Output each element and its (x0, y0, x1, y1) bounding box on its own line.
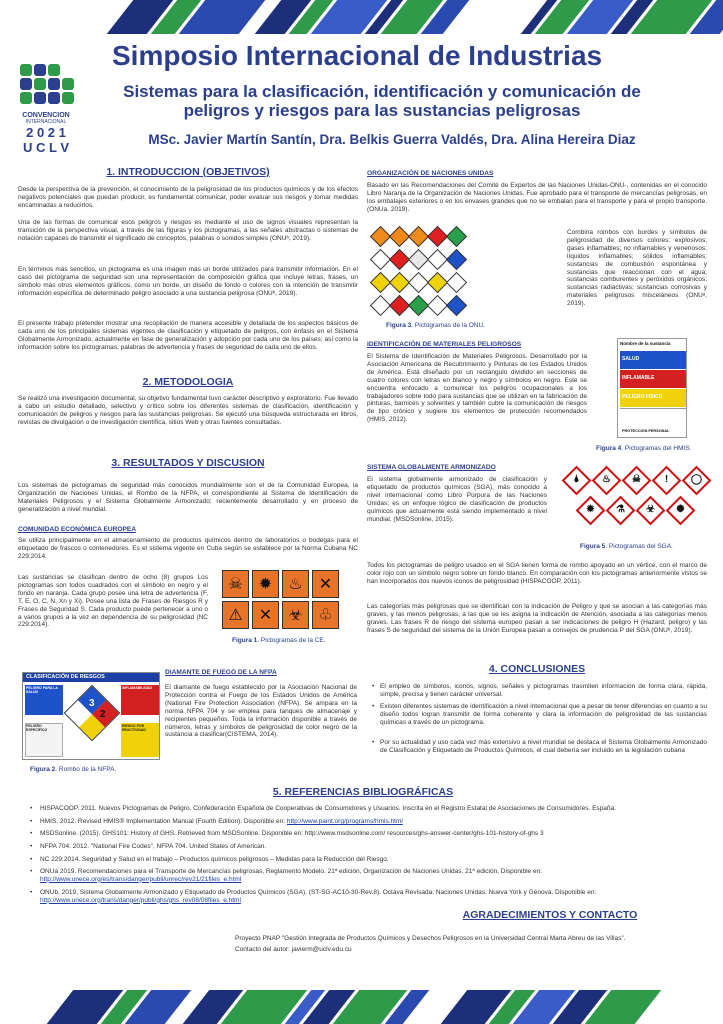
onu-p2: Combina rombos con bordes y símbolos de peligrosidad de diversos colores: explosivos; gases inflamables; no inflamables y venenosos; líquidos inflamables; sólidos inflamables; sustancias de combustión espontánea y sustancias que reaccionan con el agua; sustancias comburentes y peróxidos orgánicos; sustancias radiactivas; sustancias corrosivas y materiales peligrosos misceláneos (ONUᵃ, 2019). (567, 229, 707, 308)
sga-symbol-icon: ◯ (690, 473, 703, 485)
conclusion-item: • Por su actualidad y uso cada vez más extensivo a nivel mundial se destaca el Sistema Globalmente Armonizado de Clasificación y Etiquetado de Productos Químicos, el cual debería ser incluido en la legislación cubana (372, 739, 707, 755)
hmis-proteccion: PROTECCION PERSONAL (622, 429, 670, 433)
reference-item (30, 856, 695, 864)
logo-org: U C L V (23, 140, 69, 155)
reference-link[interactable]: http://www.unece.org/trans/danger/publi/ghs/ghs_rev08/08files_e.html (40, 896, 241, 904)
onu-heading: ORGANIZACIÓN DE NACIONES UNIDAS (367, 170, 494, 177)
hmis-fisico: PELIGRO FISICO (622, 394, 663, 400)
sga-p1: El sistema globalmente armonizado de clasificación y etiquetado de productos químicos (SGA), más conocido a nivel internacional como Libro Púrpura de las Naciones Unidas; es un enfoque lógico de clasificación de productos químicos que actualmente está siendo implementado a nivel mundial. (MSDSonline, 2015). (367, 476, 547, 523)
reference-text: MSDSonline. (2015). GHS101: History of GHS. Retrieved from MSDSonline. Disponible en: http://www.msdsonline.com/ resources/ghs-answer-center/ghs-101-history-of-ghs 3 (40, 830, 544, 837)
section1-p2: Una de las formas de comunicar esos peligros y riesgos es mediante el uso de signos visuales representan la transición de la perspectiva visual, a través de las figuras y los pictogramas, a las señales abstractas o sistemas de notación capaces de transmitir el significado de conceptos, palabras o sonidos simples (ONUᵇ, 2019). (18, 219, 358, 242)
reference-text: NFPA 704. 2012. "National Fire Codes", NFPA 704. United States of American. (40, 843, 267, 850)
ce-p2: Las sustancias se clasifican dentro de ocho (8) grupos Los pictogramas son todos cuadrados con el símbolo en negro y el fondo en naranja. Cada grupo posee una letra de advertencia (F, T, E, O, C, N, Xn y Xi). Posee una lista de Frases de Riesgos R y Frases de Seguridad S. Cada producto puede pertenecer a uno o a varios grupos a la vez en dependencia de su peligrosidad (NC 229:2014). (18, 574, 208, 629)
figure2-nfpa-rombo (22, 672, 160, 760)
reference-text: ONUa 2019. Recomendaciones para el Transporte de Mercancías peligrosas, Reglamento Modelo. 21ª edición, Organización de Naciones Unidas. 21ª edición, Disponible en: (40, 868, 542, 875)
sga-symbol-icon: ♨ (602, 473, 611, 485)
section4-heading: 4. CONCLUSIONES (488, 663, 586, 675)
convention-logo (16, 64, 76, 164)
logo-line2: INTERNACIONAL (25, 119, 67, 125)
section1-heading: 1. INTRODUCCION (OBJETIVOS) (106, 166, 270, 178)
reference-text: HMIS. 2012. Revised HMIS® Implementation Manual (Fourth Edition). Disponible en: (40, 818, 287, 825)
figure4-caption: Figura 4. Pictogramas del HMIS. (596, 445, 692, 452)
sga-diamond-icon (562, 466, 592, 496)
sga-symbol-icon: ! (664, 473, 669, 485)
reference-link[interactable]: http://www.unece.org/es/trans/danger/publi/unrec/rev21/21files_e.html (40, 875, 242, 883)
ack-heading: AGRADECIMIENTOS Y CONTACTO (462, 909, 638, 921)
ce-pictogram-icon: ☣ (282, 601, 309, 629)
figure5-caption: Figura 5. Pictogramas del SGA. (580, 543, 673, 550)
onu-diamond-icon (446, 226, 467, 247)
sga-symbol-icon: 🌢 (573, 473, 580, 485)
figure2-caption: Figura 2. Rombo de la NFPA. (30, 766, 117, 773)
nfpa-health-title: PELIGRO PARA LA SALUD (26, 686, 58, 694)
sga-heading: SISTEMA GLOBALMENTE ARMONIZADO (367, 464, 496, 471)
hmis-inflamable: INFLAMABLE (622, 375, 655, 381)
onu-p1: Basado en las Recomendaciones del Comité de Expertos de las Naciones Unidas-ONU-, contenidas en el conocido Libro Naranja de la Organización de Naciones Unidas. Fue aprobado para el transporte de mercancías peligrosas, en los embalajes exteriores o en los envases grandes que no se embalan para el transporte y para el propio transporte. (ONUa. 2019). (367, 182, 707, 213)
ce-pictogram-icon: ✹ (252, 570, 279, 598)
conclusion-item: • El empleo de símbolos, iconos, signos, señales y pictogramas trasmiten información de forma clara, rápida, simple, precisa y tienen carácter universal. (372, 683, 707, 699)
section1-p4: El presente trabajo pretender mostrar una recopilación de manera accesible y detallada de los aspectos básicos de cada uno de los principales sistemas vigentes de clasificación y etiquetado de peligros, con énfasis en el Sistema Globalmente Armonizado, actualmente en fase de generalización y adopción por cada uno de los países; así como la información sobre los pictogramas, palabras de advertencia y frases de seguridad de cada uno de ellos. (18, 320, 358, 351)
sga-diamond-icon (592, 466, 622, 496)
sga-diamond-icon (636, 496, 666, 526)
ce-pictogram-icon: ✕ (252, 601, 279, 629)
sga-symbol-icon: ☠ (632, 473, 641, 485)
sga-diamond-icon (576, 496, 606, 526)
onu-diamond-icon (446, 249, 467, 270)
reference-item (30, 889, 695, 904)
sga-diamond-icon (652, 466, 682, 496)
reference-text: HISPACOOP. 2011. Nuevos Pictogramas de Peligro. Confederación Española de Cooperativas de Consumidores y Usuarios. Inscrita en el Registro Estatal de Asociaciones de Consumidores. España. (40, 805, 616, 812)
poster-subtitle: Sistemas para la clasificación, identificación y comunicación de peligros y riesgos para las sustancias peligrosas (123, 82, 641, 120)
nfpa-heading: DIAMANTE DE FUEGO DE LA NFPA (165, 669, 277, 676)
reference-text: NC 229:2014. Seguridad y Salud en el trabajo – Productos químicos peligrosos – Medidas para la Reducción del Riesgo. (40, 856, 389, 863)
nfpa-p1: El diamante de fuego establecido por la Asociación Nacional de Protección contra el Fuego de los Estados Unidos de América (National Fire Protection Association (NFPA). Se ampara en la norma NFPA 704 y se emplea para tanques de almacenaje y recipientes pequeños. Toda la información disponible a través de números, letras y símbolos de peligrosidad de color negro de la sustancia a clasificar(CISTEMA, 2014). (165, 684, 357, 739)
nfpa-health-number: 1 (78, 709, 84, 720)
bottom-decorative-band (0, 990, 723, 1024)
reference-text: ONUb, 2019, Sistema Globalmente Armonizado y Etiquetado de Productos Químicos (SGA). (ST-SG-AC10-30-Rev.8). Octava Revisada. Naciones Unidas. Nueva York y Génova. Disponible en: (40, 889, 597, 896)
figure1-caption: Figura 1. Pictogramas de la CE. (232, 637, 326, 644)
poster-title: Simposio Internacional de Industrias (112, 40, 603, 71)
reference-item (30, 843, 695, 851)
sga-diamond-icon (682, 466, 712, 496)
figure1-ce-pictograms (222, 570, 340, 632)
figure3-onu-pictograms (369, 225, 467, 319)
hmis-p1: El Sistema de Identificación de Materiales Peligrosos. Desarrollado por la Asociación Americana de Recubrimiento y Pinturas de los Estados Unidos de América. Está diseñado por un rectángulo dividido en secciones de cuatro colores con letras en blanco y negro y símbolos en negro. Este se encuentra enfocado a comunicar los peligros ocupacionales a los trabajadores sobre todo para sustancias que se utilizan en la fabricación de pinturas, barnices y solventes y también cubre la comunicación de riesgos de tipo crónico y sugiere los elementos de protección recomendados (HMIS, 2012). (367, 353, 587, 424)
poster-authors: MSc. Javier Martín Santín, Dra. Belkis Guerra Valdés, Dra. Alina Hereira Diaz (148, 132, 636, 147)
nfpa-specific-title: PELIGRO ESPECÍFICO (26, 724, 48, 732)
ce-heading: COMUNIDAD ECONÓMICA EUROPEA (18, 526, 137, 533)
logo-year: 2 0 2 1 (26, 125, 66, 140)
sga-symbol-icon: ✺ (676, 503, 685, 515)
reference-item (30, 830, 695, 838)
nfpa-reactivity-number: 2 (100, 709, 106, 720)
hmis-salud: SALUD (622, 356, 640, 362)
ce-pictogram-icon: ✕ (312, 570, 339, 598)
reference-item (30, 805, 695, 813)
sga-diamond-icon (666, 496, 696, 526)
reference-link[interactable]: http://www.paint.org/programs/hmis.html (286, 818, 403, 825)
figure3-caption: Figura 3. Pictogramas de la ONU. (386, 322, 485, 329)
hmis-name-row: Nombre de la sustancia (620, 341, 671, 346)
sga-symbol-icon: ☣ (646, 503, 655, 515)
reference-item (30, 868, 695, 883)
ce-pictogram-icon: ♨ (282, 570, 309, 598)
section2-heading: 2. METODOLOGIA (142, 376, 234, 388)
sga-symbol-icon: ✹ (586, 503, 595, 515)
sga-p3: Las categorías más peligrosas que se identifican con la indicación de Peligro y que se asocian a las categorías más graves, y las menos peligrosas, a las que se les asigna la indicación de Atención, asociada a las categorías menos graves. Las frases R de riesgo del sistema europeo pasan a ser indicaciones de peligro H (Hazard, peligro) y las frases S de seguridad del sistema de la Unión Europea pasan a consejos de prudencia P del SGA (ONUᵇ, 2019). (367, 603, 707, 634)
section1-p1: Desde la perspectiva de la prevención, el conocimiento de la peligrosidad de los productos químicos y de los efectos negativos potenciales que puedan producir, es fundamental comunicar, poder evaluar sus riesgos y tomar medidas encaminadas a reducirlos. (18, 186, 358, 209)
top-decorative-band (0, 0, 723, 34)
section2-p1: Se realizó una investigación documental, su objetivo fundamental tuvo carácter descriptivo y exploratorio. Fue llevado a cabo un estudio detallado, selectivo y crítico sobre los diferentes sistemas de clasificación, identificación y comunicación de peligros y riesgos para las sustancias peligrosas. Se ejecutó una búsqueda estructurada en libros, revistas de divulgación o de investigación científica, sitios Web y otras fuentes consultadas. (18, 395, 358, 426)
nfpa-reactivity-title: RIESGO POR REACTIVIDAD (122, 724, 146, 732)
figure4-hmis-label (617, 338, 687, 438)
sga-p2: Todos los pictogramas de peligro usados en el SGA tienen forma de rombo apoyado en un vértice, con el marco de color rojo con un símbolo negro sobre un fondo blanco. En comparación con los pictogramas anteriormente vistos se han incorporados dos nuevos iconos de peligrosidad (HISPACOOP, 2011). (367, 562, 707, 585)
ack-line1: Proyecto PNAP "Gestión Integrada de Productos Químicos y Desechos Peligrosos en la Universidad Central Marta Abreu de las Villas". (235, 935, 626, 942)
onu-diamond-icon (446, 272, 467, 293)
ce-pictogram-icon: ⚠ (222, 601, 249, 629)
hmis-heading: IDENTIFICACIÓN DE MATERIALES PELIGROSOS (367, 341, 522, 348)
nfpa-flam-number: 3 (89, 698, 95, 709)
sga-diamond-icon (622, 466, 652, 496)
ack-line2: Contacto del autor: javierm@uclv.edu.cu (235, 946, 352, 953)
conclusion-item: • Existen diferentes sistemas de identificación a nivel internacional que a pesar de tener diferencias en cuanto a su diseño todos logran transmitir de forma coherente y clara la información de peligrosidad de las sustancias químicas a través de un pictograma. (372, 703, 707, 727)
figure5-sga-pictograms (560, 462, 712, 540)
nfpa-figure-title: CLASIFICACIÓN DE RIESGOS (23, 673, 160, 682)
sga-diamond-icon (606, 496, 636, 526)
nfpa-flam-title: INFLAMABILIDAD (122, 686, 152, 690)
section3-heading: 3. RESULTADOS Y DISCUSION (111, 457, 265, 469)
sga-symbol-icon: ⚗ (616, 503, 625, 515)
nfpa-diamond (64, 685, 121, 742)
onu-diamond-icon (446, 295, 467, 316)
section3-p1: Los sistemas de pictogramas de seguridad más conocidos mundialmente son el de la Comunidad Europea, la Organización de Naciones Unidas, el Rombo de la NFPA, el correspondiente al Sistema de Identificación de Materiales Peligrosos y el Sistema Globalmente Armonizado; recientemente desarrollado y en proceso de generalización a nivel mundial. (18, 482, 358, 513)
section5-heading: 5. REFERENCIAS BIBLIOGRÁFICAS (272, 786, 454, 798)
ce-pictogram-icon: ♧ (312, 601, 339, 629)
ce-p1: Se utiliza principalmente en el almacenamiento de productos químicos dentro de laboratorios o bodegas para el etiquetado de frascos o contenedores. Es el sistema vigente en Cuba según se establece por la Norma Cubana NC 229:2014. (18, 537, 358, 560)
logo-line1: CONVENCION (22, 112, 70, 119)
reference-item (30, 818, 695, 826)
ce-pictogram-icon: ☠ (222, 570, 249, 598)
section1-p3: En términos más sencillos, un pictograma es una imagen más un borde utilizados para transmitir información. En el caso del pictograma de seguridad son una representación de composición gráfica que incluye letras, frases, un símbolo más otros elementos gráficos, como un borde, un diseño de fondo o colores con la intención de transmitir información específica de determinado peligro asociado a una sustancia peligrosa (ONUᵇ, 2019). (18, 266, 358, 297)
